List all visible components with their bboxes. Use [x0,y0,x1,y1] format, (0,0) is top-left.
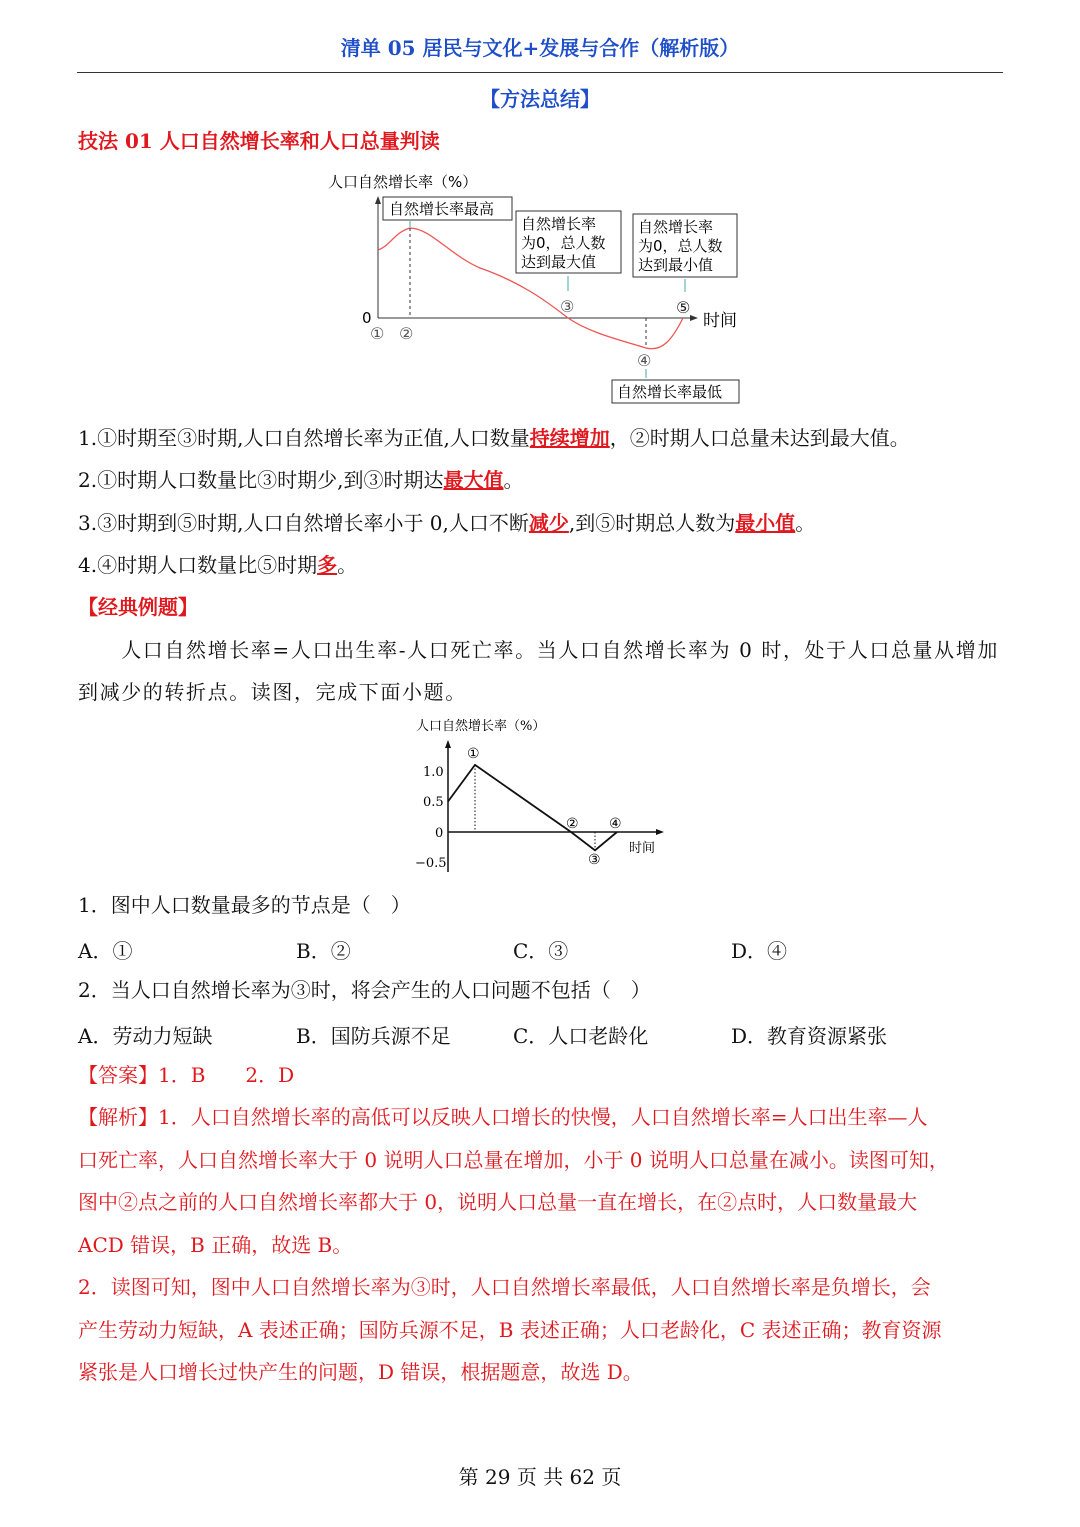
q1-option-d: D．④ [731,939,788,963]
example-intro-line1: 人口自然增长率=人口出生率-人口死亡率。当人口自然增长率为 0 时，处于人口总量从增加 [78,638,999,662]
svg-text:为0，总人数: 为0，总人数 [638,237,723,255]
skill-title: 技法 01 人口自然增长率和人口总量判读 [78,129,440,153]
q1-option-b: B．② [296,939,351,963]
q1-option-c: C．③ [513,939,569,963]
point-4: 4.④时期人口数量比⑤时期多。 [78,553,358,577]
fig1-box-min-rate: 自然增长率最低 [617,383,723,401]
svg-text:达到最小值: 达到最小值 [638,256,714,274]
fig1-box-max-rate: 自然增长率最高 [389,200,495,218]
q2-option-a: A．劳动力短缺 [78,1024,213,1048]
svg-text:0: 0 [362,309,372,327]
fig2-ytick: −0.5 [415,856,447,871]
analysis-line: 2．读图可知，图中人口自然增长率为③时，人口自然增长率最低，人口自然增长率是负增长，会 [78,1275,931,1299]
fig2-x-label: 时间 [629,841,656,856]
svg-text:达到最大值: 达到最大值 [521,253,597,271]
example-heading: 【经典例题】 [78,595,198,619]
q1-option-a: A．① [78,939,133,963]
q2-option-c: C．人口老龄化 [513,1024,649,1048]
analysis-line: 口死亡率，人口自然增长率大于 0 说明人口总量在增加，小于 0 说明人口总量在减小。读图可知， [78,1148,949,1172]
q2-option-d: D．教育资源紧张 [731,1024,888,1048]
svg-text:为0，总人数: 为0，总人数 [521,234,606,252]
point-1: 1.①时期至③时期,人口自然增长率为正值,人口数量持续增加，②时期人口总量未达到最大值。 [78,426,910,450]
analysis-line: 产生劳动力短缺，A 表述正确；国防兵源不足，B 表述正确；人口老龄化，C 表述正确；教育资源 [78,1318,942,1342]
answer: 【答案】1．B 2．D [78,1063,295,1087]
fig2-marker: ② [566,816,579,832]
fig2-ytick: 1.0 [423,765,444,780]
fig2-marker: ④ [609,816,622,832]
svg-text:③: ③ [560,297,575,316]
fig2-marker: ③ [588,852,601,868]
analysis-line: 紧张是人口增长过快产生的问题，D 错误，根据题意，故选 D。 [78,1360,643,1384]
method-heading: 【方法总结】 [480,87,600,111]
fig2-ytick: 0 [435,826,444,841]
q2-option-b: B．国防兵源不足 [296,1024,451,1048]
figure-example-chart [0,700,1080,880]
point-3: 3.③时期到⑤时期,人口自然增长率小于 0,人口不断减少,到⑤时期总人数为最小值。 [78,511,816,535]
svg-text:自然增长率: 自然增长率 [521,215,597,233]
svg-text:自然增长率: 自然增长率 [638,218,714,236]
question-2: 2．当人口自然增长率为③时，将会产生的人口问题不包括（ ） [78,978,651,1002]
fig2-marker: ① [467,746,480,762]
fig1-x-label: 时间 [703,311,737,331]
page-number: 第 29 页 共 62 页 [458,1465,622,1489]
fig2-y-label: 人口自然增长率（%） [416,719,546,734]
svg-text:①: ① [370,324,385,343]
svg-text:⑤: ⑤ [676,298,691,317]
analysis-line: 【解析】1．人口自然增长率的高低可以反映人口增长的快慢，人口自然增长率=人口出生率—人 [78,1105,928,1129]
svg-text:④: ④ [637,351,652,370]
analysis-line: ACD 错误，B 正确，故选 B。 [78,1233,353,1257]
page-header-title: 清单 05 居民与文化+发展与合作（解析版） [340,36,740,60]
point-2: 2.①时期人口数量比③时期少,到③时期达最大值。 [78,468,524,492]
figure-natural-growth-curve [0,0,1080,420]
fig1-y-label: 人口自然增长率（%） [328,173,478,191]
svg-text:②: ② [399,324,414,343]
question-1: 1．图中人口数量最多的节点是（ ） [78,893,411,917]
fig2-ytick: 0.5 [423,795,444,810]
example-intro-line2: 到减少的转折点。读图，完成下面小题。 [78,680,467,704]
fig2-series-line [448,765,617,850]
analysis-line: 图中②点之前的人口自然增长率都大于 0，说明人口总量一直在增长，在②点时，人口数量最大 [78,1190,918,1214]
